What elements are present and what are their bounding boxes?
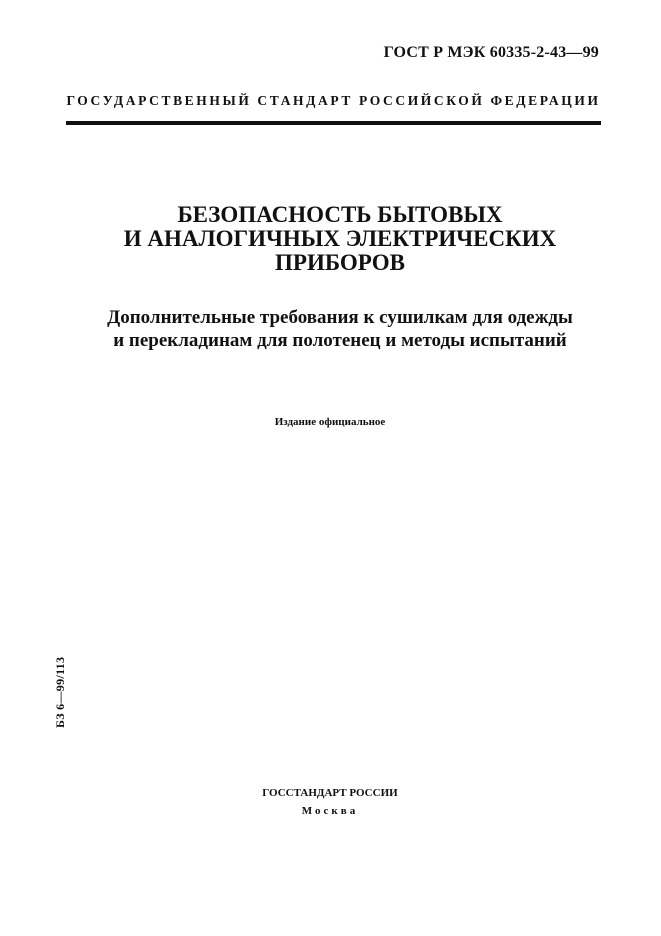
title-line: И АНАЛОГИЧНЫХ ЭЛЕКТРИЧЕСКИХ [123,226,557,251]
title-line: БЕЗОПАСНОСТЬ БЫТОВЫХ [177,202,503,227]
document-code: ГОСТ Р МЭК 60335-2-43—99 [383,44,599,61]
edition-label: Издание официальное [274,416,386,428]
standard-header: ГОСУДАРСТВЕННЫЙ СТАНДАРТ РОССИЙСКОЙ ФЕДЕРАЦИИ [66,93,601,108]
publisher: ГОССТАНДАРТ РОССИИ [262,787,398,799]
subtitle-line: и перекладинам для полотенец и методы испытаний [113,330,567,351]
side-code: БЗ 6—99/113 [53,656,67,728]
publication-city: Москва [301,805,359,817]
document-title [40,203,640,275]
document-subtitle [40,306,640,352]
title-line: ПРИБОРОВ [275,250,405,275]
subtitle-line: Дополнительные требования к сушилкам для одежды [107,307,573,328]
header-rule [66,121,601,125]
